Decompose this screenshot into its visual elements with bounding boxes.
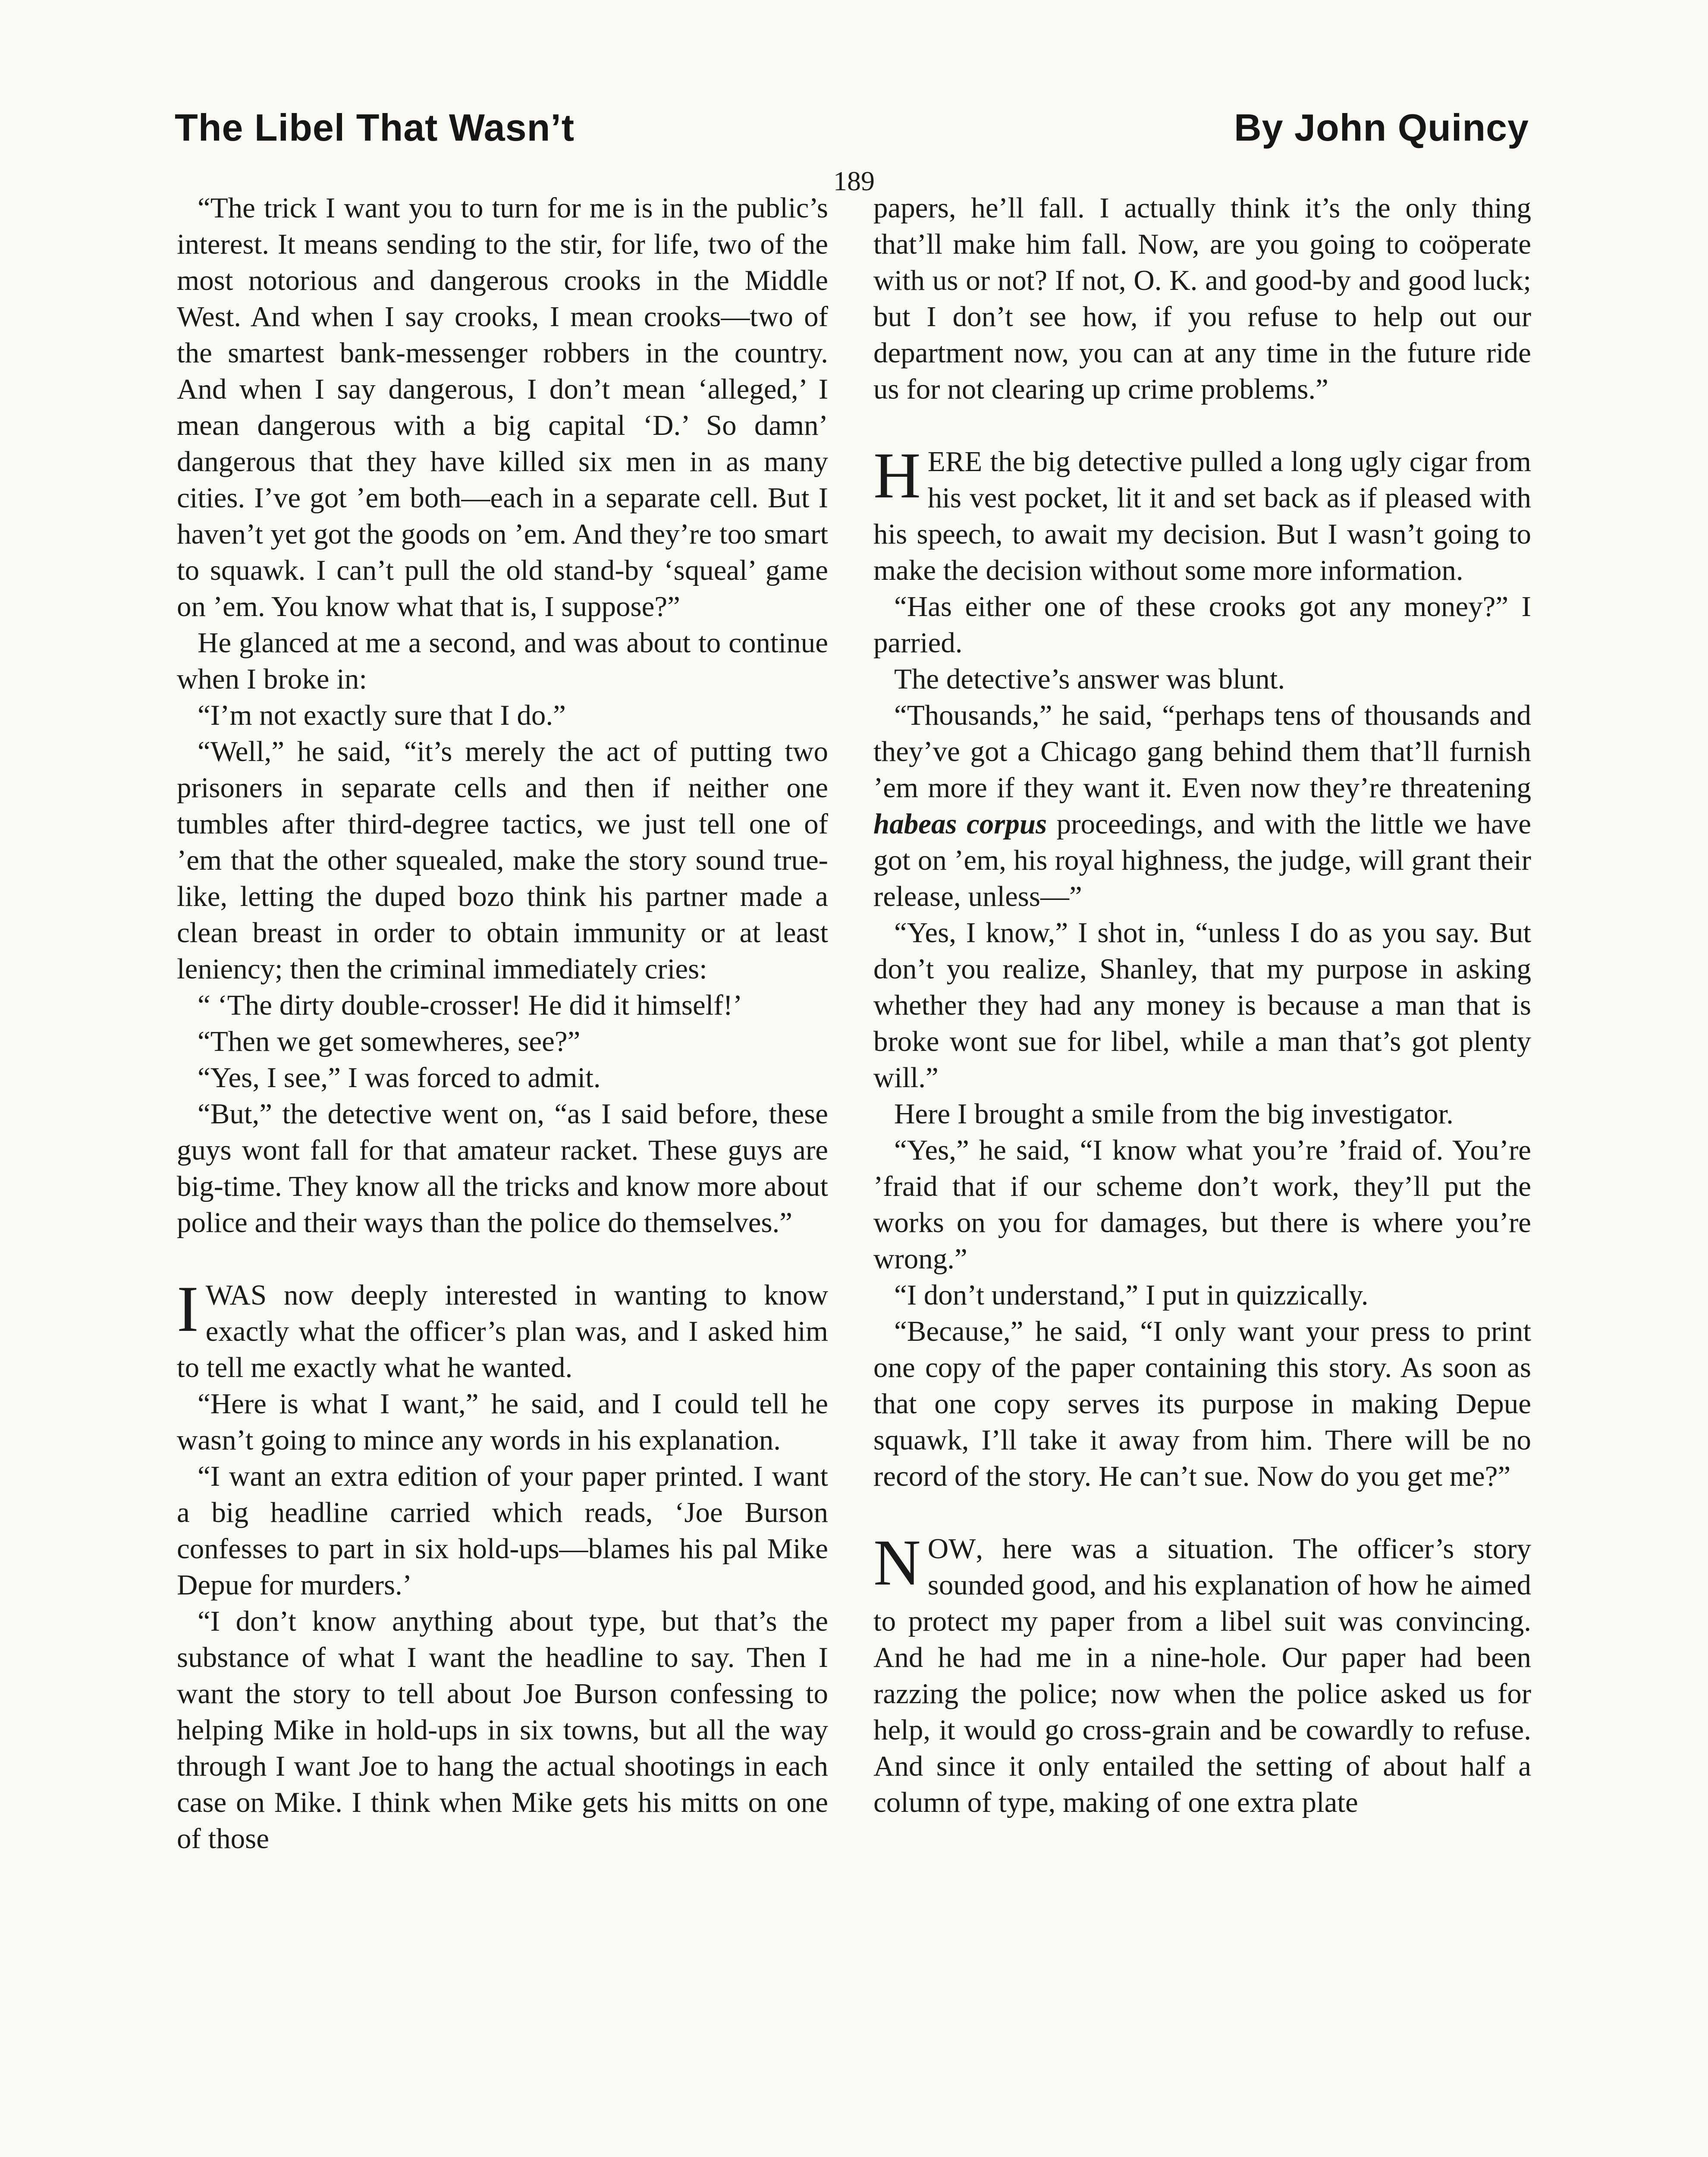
paragraph: Here I brought a smile from the big investigator. [894,1098,1454,1130]
right-text-column [873,190,1531,1821]
paragraph: “The trick I want you to turn for me is in the public’s interest. It means sending to the stir, for life, two of the most notorious and dangerous crooks in the Middle West. And when I say crooks, I mean crooks—two of the smartest bank-messenger robbers in the country. And when I say dangerous, I don’t mean ‘alleged,’ I mean dangerous with a big capital ‘D.’ So damn’ dangerous that they have killed six men in as many cities. I’ve got ’em both—each in a separate cell. But I haven’t yet got the goods on ’em. And they’re too smart to squawk. I can’t pull the old stand-by ‘squeal’ game on ’em. You know what that is, I suppose?” [177,192,828,623]
paragraph: “Then we get somewheres, see?” [198,1025,581,1057]
drop-cap: I [177,1273,199,1345]
section-opening-paragraph [873,439,1531,588]
paragraph-text: “Thousands,” he said, “perhaps tens of thousands and they’ve got a Chicago gang behind them that’ll furnish ’em more if they want it. Even now they’re threatening [873,699,1531,804]
paragraph: “Yes, I know,” I shot in, “unless I do as you say. But don’t you realize, Shanley, that my purpose in asking whether they had any money is because a man that is broke wont sue for libel, while a man that’s got plenty will.” [873,917,1531,1094]
paragraph: “Here is what I want,” he said, and I could tell he wasn’t going to mince any words in his explanation. [177,1388,828,1456]
paragraph: He glanced at me a second, and was about to continue when I broke in: [177,627,828,695]
story-author: By John Quincy [1234,106,1529,149]
paragraph: papers, he’ll fall. I actually think it’s the only thing that’ll make him fall. Now, are you going to coöperate with us or not? If not, O. K. and good-by and good luck; but I don’t see how, if you refuse to help out our department now, you can at any time in the future ride us for not clearing up crime problems.” [873,192,1531,405]
paragraph: “I want an extra edition of your paper printed. I want a big headline carried which reads, ‘Joe Burson confesses to part in six hold-ups—blames his pal Mike Depue for murders.’ [177,1460,828,1601]
paragraph: “I don’t know anything about type, but that’s the substance of what I want the headline to say. Then I want the story to tell about Joe Burson confessing to helping Mike in hold-ups in six towns, but all the way through I want Joe to hang the actual shootings in each case on Mike. I think when Mike gets his mitts on one of those [177,1605,828,1855]
paragraph: “Yes, I see,” I was forced to admit. [198,1062,601,1094]
lead-in-caps: OW [927,1533,976,1565]
paragraph-text: , here was a situation. The officer’s story sounded good, and his explanation of how he aimed to protect my paper from a libel suit was convincing. And he had me in a nine-hole. Our paper had been razzing the police; now when the police asked us for help, it would go cross-grain and be cowardly to refuse. And since it only entailed the setting of about half a column of type, making of one extra plate [873,1533,1531,1818]
paragraph: “Has either one of these crooks got any money?” I parried. [873,591,1531,659]
paragraph: “Well,” he said, “it’s merely the act of putting two prisoners in separate cells and then if neither one tumbles after third-degree tactics, we just tell one of ’em that the other squealed, make the story sound true-like, letting the duped bozo think his partner made a clean breast in order to obtain immunity or at least leniency; then the criminal immediately cries: [177,736,828,985]
lead-in-caps: WAS [205,1279,267,1311]
paragraph: “Yes,” he said, “I know what you’re ’fraid of. You’re ’fraid that if our scheme don’t work, they’ll put the works on you for damages, but there is where you’re wrong.” [873,1134,1531,1275]
lead-in-caps: ERE [927,446,983,478]
paragraph-text: now deeply interested in wanting to know exactly what the officer’s plan was, and I asked him to tell me exactly what he wanted. [177,1279,828,1383]
paragraph [873,697,1531,915]
drop-cap: H [873,439,921,512]
section-opening-paragraph [873,1526,1531,1821]
paragraph: “Because,” he said, “I only want your press to print one copy of the paper containing this story. As soon as that one copy serves its purpose in making Depue squawk, I’ll take it away from him. There will be no record of the story. He can’t sue. Now do you get me?” [873,1315,1531,1492]
left-text-column [177,190,828,1857]
section-opening-paragraph [177,1273,828,1386]
italic-phrase: habeas corpus [873,808,1047,840]
paragraph: “I’m not exactly sure that I do.” [198,699,566,731]
paragraph: “I don’t understand,” I put in quizzically. [894,1279,1369,1311]
page-number: 189 [833,166,875,196]
paragraph: “But,” the detective went on, “as I said before, these guys wont fall for that amateur racket. These guys are big-time. They know all the tricks and know more about police and their ways than the police do themselves.” [177,1098,828,1239]
story-title: The Libel That Wasn’t [175,106,575,149]
paragraph-text: proceedings, and with the little we have got on ’em, his royal highness, the judge, will grant their release, unless—” [873,808,1531,912]
paragraph: The detective’s answer was blunt. [894,663,1285,695]
paragraph-text: the big detective pulled a long ugly cigar from his vest pocket, lit it and set back as if pleased with his speech, to await my decision. But I wasn’t going to make the decision without some more information. [873,446,1531,586]
paragraph: “ ‘The dirty double-crosser! He did it himself!’ [198,989,743,1021]
drop-cap: N [873,1526,921,1599]
